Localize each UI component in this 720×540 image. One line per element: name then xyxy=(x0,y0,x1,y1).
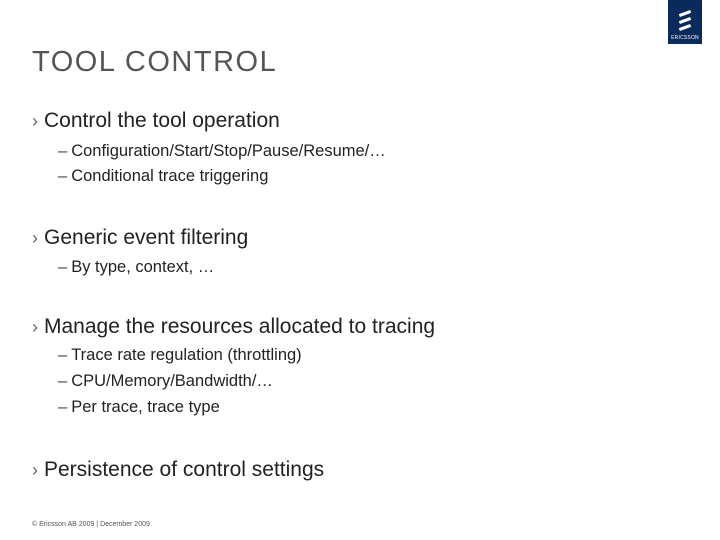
sub-bullet-item xyxy=(58,346,302,365)
footer-copyright: © Ericsson AB 2009 | December 2009 xyxy=(32,521,150,528)
bullet-text: Generic event filtering xyxy=(44,226,249,249)
bullet-item xyxy=(32,109,280,133)
chevron-right-icon: › xyxy=(32,228,38,248)
dash-icon: – xyxy=(58,346,68,364)
chevron-right-icon: › xyxy=(32,111,38,131)
sub-bullet-text: Conditional trace triggering xyxy=(71,167,269,185)
sub-bullet-item xyxy=(58,142,386,161)
logo-wordmark: ERICSSON xyxy=(671,35,699,41)
bullet-text: Persistence of control settings xyxy=(44,458,325,481)
sub-bullet-item xyxy=(58,372,273,391)
chevron-right-icon: › xyxy=(32,317,38,337)
sub-bullet-text: Trace rate regulation (throttling) xyxy=(71,346,302,364)
sub-bullet-text: Per trace, trace type xyxy=(71,398,220,416)
sub-bullet-text: Configuration/Start/Stop/Pause/Resume/… xyxy=(71,142,386,160)
bullet-item xyxy=(32,226,248,250)
dash-icon: – xyxy=(58,167,68,185)
bullet-text: Manage the resources allocated to tracing xyxy=(44,315,436,338)
sub-bullet-item xyxy=(58,258,214,277)
sub-bullet-text: By type, context, … xyxy=(71,258,215,276)
bullet-item xyxy=(32,458,324,482)
dash-icon: – xyxy=(58,142,68,160)
sub-bullet-text: CPU/Memory/Bandwidth/… xyxy=(71,372,273,390)
sub-bullet-item xyxy=(58,167,268,186)
ericsson-logo xyxy=(668,0,702,44)
sub-bullet-item xyxy=(58,398,220,417)
dash-icon: – xyxy=(58,258,68,276)
slide-title: TOOL CONTROL xyxy=(32,46,278,78)
chevron-right-icon: › xyxy=(32,460,38,480)
dash-icon: – xyxy=(58,398,68,416)
dash-icon: – xyxy=(58,372,68,390)
bullet-item xyxy=(32,315,435,339)
bullet-text: Control the tool operation xyxy=(44,109,280,132)
